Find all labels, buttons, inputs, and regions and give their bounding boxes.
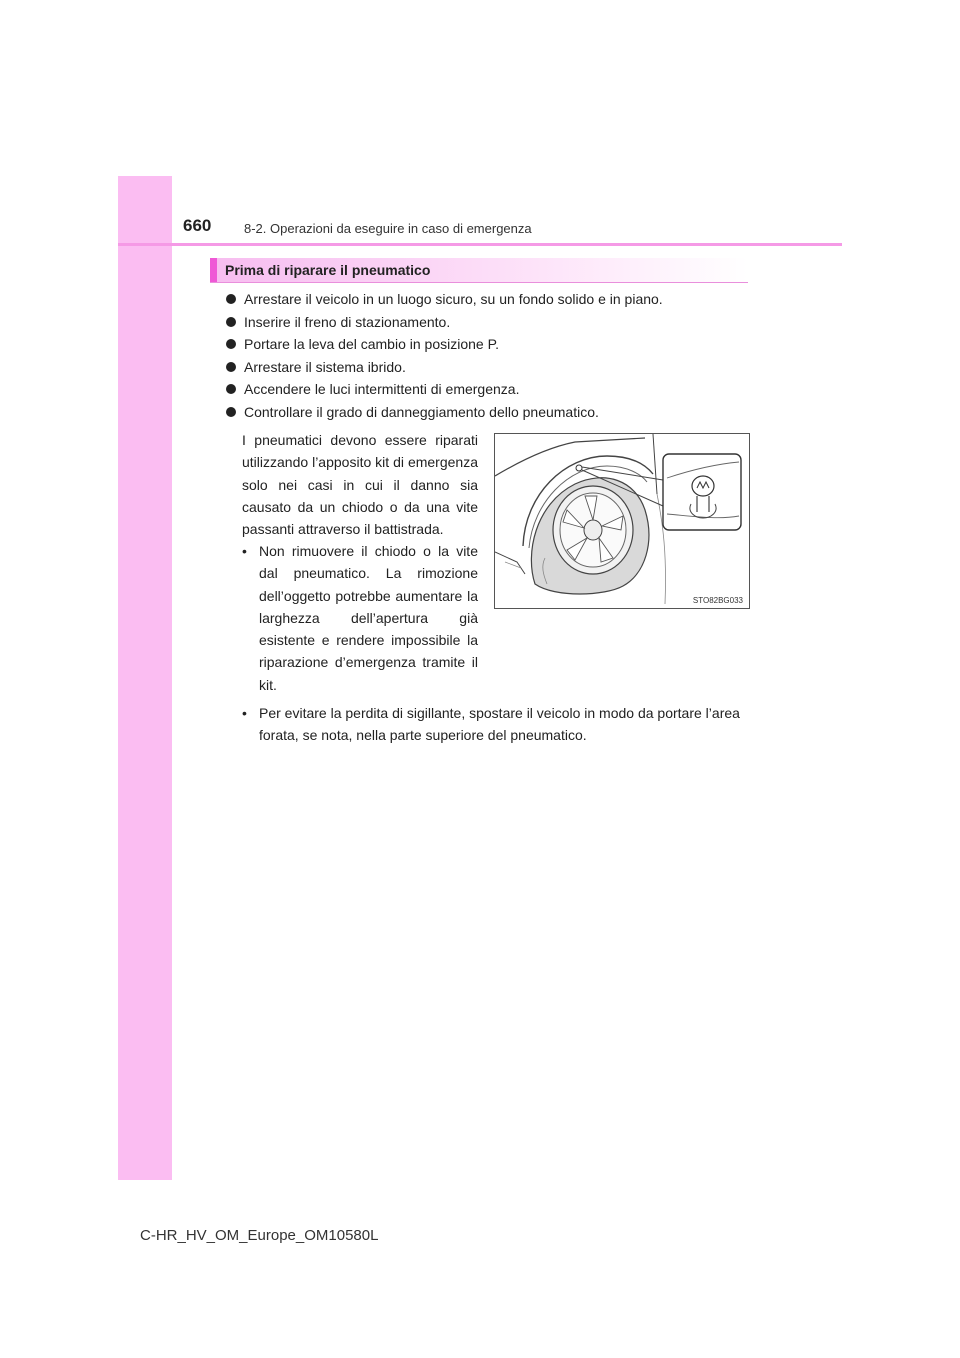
list-item <box>226 311 766 334</box>
list-item-text: Arrestare il sistema ibrido. <box>244 358 406 375</box>
bullet-icon <box>226 339 236 349</box>
page-number: 660 <box>183 216 212 235</box>
list-item-text: Portare la leva del cambio in posizione P. <box>244 336 500 352</box>
footer-document-id: C-HR_HV_OM_Europe_OM10580L <box>140 1227 379 1244</box>
sub-list-item-text: Per evitare la perdita di sigillante, spostare il veicolo in modo da portare l’area forata, se nota, nella parte superiore del pneumatico. <box>259 705 740 744</box>
bullet-icon <box>226 407 236 417</box>
header-section-title: 8-2. Operazioni da eseguire in caso di emergenza <box>244 221 532 236</box>
list-item <box>226 378 766 401</box>
tire-puncture-illustration <box>494 433 750 609</box>
sub-list-item <box>242 702 752 747</box>
header-divider <box>118 243 842 246</box>
section-heading-underline <box>210 282 748 283</box>
bullet-icon <box>226 317 236 327</box>
list-item-text: Arrestare il veicolo in un luogo sicuro, su un fondo solido e in piano. <box>244 291 663 307</box>
list-item <box>226 356 766 379</box>
list-item <box>226 288 766 311</box>
bullet-icon <box>226 362 236 372</box>
sub-bullet-marker: • <box>242 705 247 721</box>
list-item <box>226 333 766 356</box>
figure-code: STO82BG033 <box>692 596 743 605</box>
bullet-list <box>226 288 766 423</box>
sub-list-item-text: Non rimuovere il chiodo o la vite dal pneumatico. La rimozione dell’oggetto potrebbe aumentare la larghezza dell’apertura già esistente e rendere impossibile la riparazione d’emergenza tramite il kit. <box>259 543 478 693</box>
list-item-text: Accendere le luci intermittenti di emergenza. <box>244 381 520 397</box>
tire-with-screw-illustration <box>495 434 749 608</box>
sub-bullet-marker: • <box>242 543 247 559</box>
list-item-text: Inserire il freno di stazionamento. <box>244 313 451 330</box>
bullet-icon <box>226 294 236 304</box>
section-heading <box>210 258 748 282</box>
list-item-text: Controllare il grado di danneggiamento dello pneumatico. <box>244 403 599 420</box>
list-item <box>226 401 766 424</box>
sub-list-item <box>242 540 478 696</box>
body-paragraph: I pneumatici devono essere riparati utilizzando l’apposito kit di emergenza solo nei casi in cui il danno sia causato da un chiodo o da una vite passanti attraverso il battistrada. <box>242 432 478 538</box>
bullet-icon <box>226 384 236 394</box>
section-heading-text: Prima di riparare il pneumatico <box>225 262 431 278</box>
side-tab-bar <box>118 176 172 1180</box>
